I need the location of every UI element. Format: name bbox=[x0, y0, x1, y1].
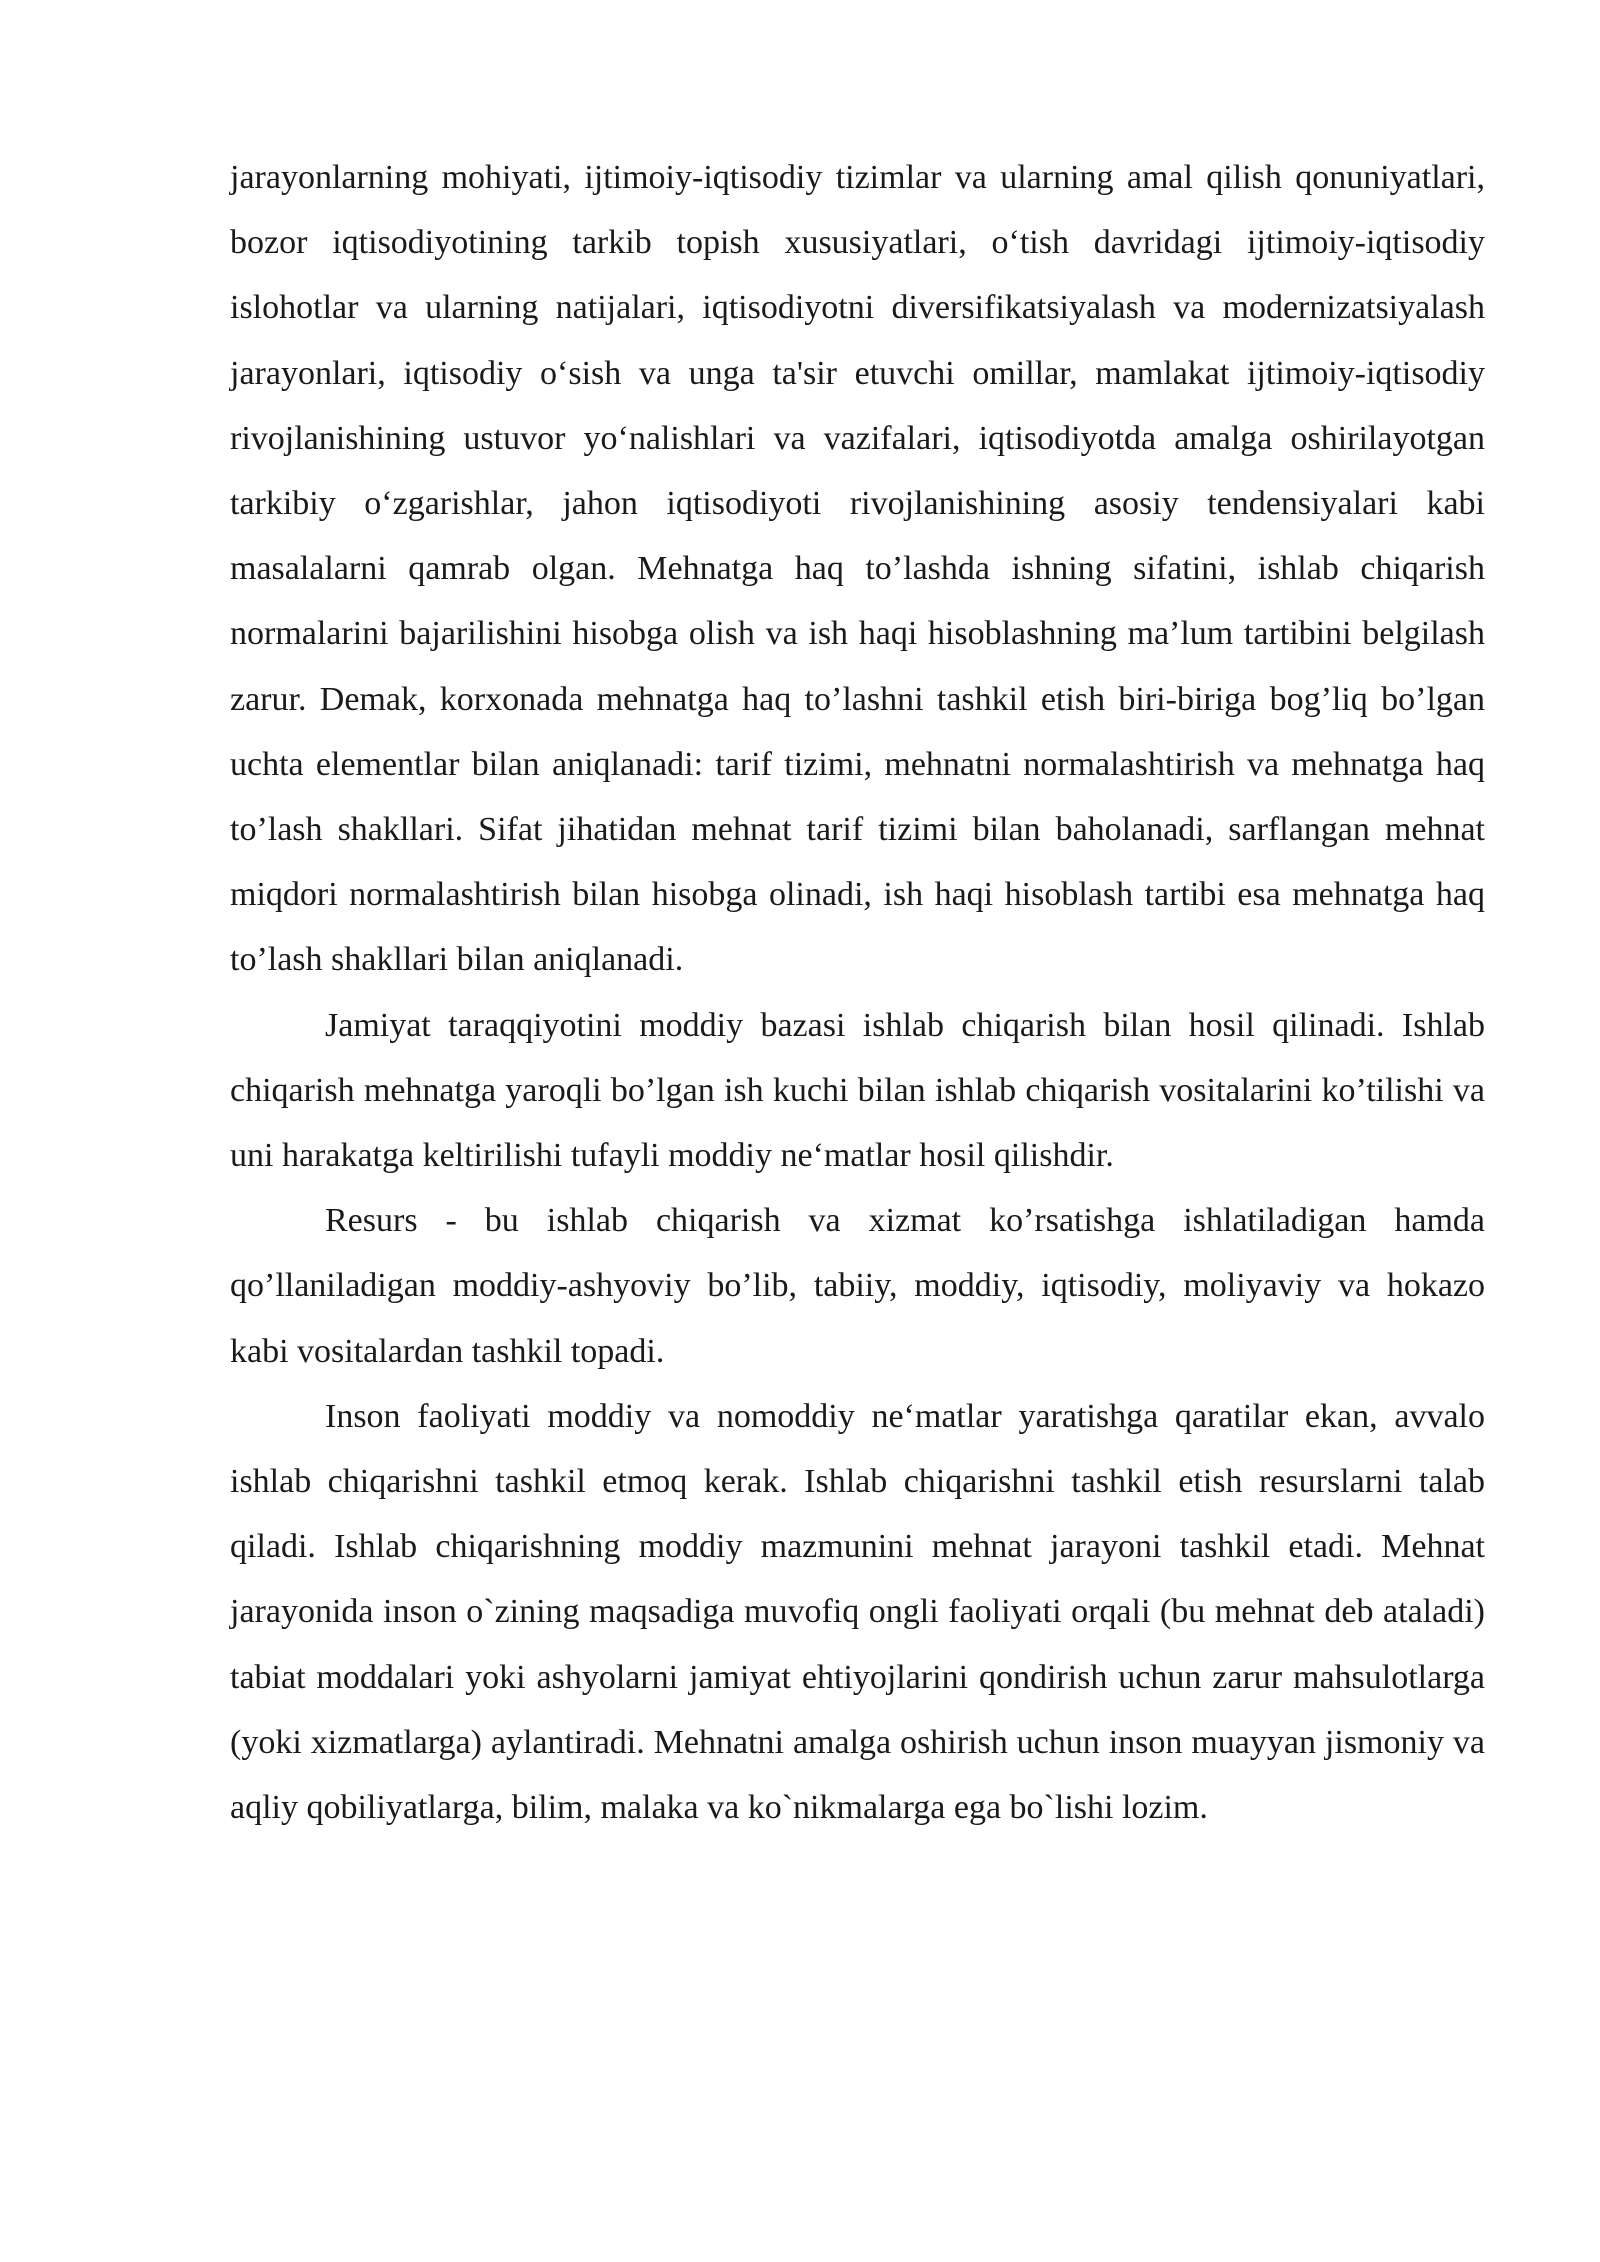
paragraph-3: Resurs - bu ishlab chiqarish va xizmat ko’rsatishga ishlatiladigan hamda qo’llaniladigan moddiy-ashyoviy bo’lib, tabiiy, moddiy, iqtisodiy, moliyaviy va hokazo kabi vositalardan tashkil topadi. bbox=[230, 1202, 1485, 1370]
paragraph-1: jarayonlarning mohiyati, ijtimoiy-iqtisodiy tizimlar va ularning amal qilish qonuniyatlari, bozor iqtisodiyotining tarkib topish xususiyatlari, o‘tish davridagi ijtimoiy-iqtisodiy islohotlar va ularning natijalari, iqtisodiyotni diversifikatsiyalash va modernizatsiyalash jarayonlari, iqtisodiy o‘sish va unga ta'sir etuvchi omillar, mamlakat ijtimoiy-iqtisodiy rivojlanishining ustuvor yo‘nalishlari va vazifalari, iqtisodiyotda amalga oshirilayotgan tarkibiy o‘zgarishlar, jahon iqtisodiyoti rivojlanishining asosiy tendensiyalari kabi masalalarni qamrab olgan. Mehnatga haq to’lashda ishning sifatini, ishlab chiqarish normalarini bajarilishini hisobga olish va ish haqi hisoblashning ma’lum tartibini belgilash zarur. Demak, korxonada mehnatga haq to’lashni tashkil etish biri-biriga bog’liq bo’lgan uchta elementlar bilan aniqlanadi: tarif tizimi, mehnatni normalashtirish va mehnatga haq to’lash shakllari. Sifat jihatidan mehnat tarif tizimi bilan baholanadi, sarflangan mehnat miqdori normalashtirish bilan hisobga olinadi, ish haqi hisoblash tartibi esa mehnatga haq to’lash shakllari bilan aniqlanadi. bbox=[230, 159, 1485, 979]
paragraph-4: Inson faoliyati moddiy va nomoddiy ne‘matlar yaratishga qaratilar ekan, avvalo ishlab chiqarishni tashkil etmoq kerak. Ishlab chiqarishni tashkil etish resurslarni talab qiladi. Ishlab chiqarishning moddiy mazmunini mehnat jarayoni tashkil etadi. Mehnat jarayonida inson o`zining maqsadiga muvofiq ongli faoliyati orqali (bu mehnat deb ataladi) tabiat moddalari yoki ashyolarni jamiyat ehtiyojlarini qondirish uchun zarur mahsulotlarga (yoki xizmatlarga) aylantiradi. Mehnatni amalga oshirish uchun inson muayyan jismoniy va aqliy qobiliyatlarga, bilim, malaka va ko`nikmalarga ega bo`lishi lozim. bbox=[230, 1397, 1485, 1827]
document-body bbox=[230, 145, 1485, 1840]
paragraph-2: Jamiyat taraqqiyotini moddiy bazasi ishlab chiqarish bilan hosil qilinadi. Ishlab chiqarish mehnatga yaroqli bo’lgan ish kuchi bilan ishlab chiqarish vositalarini ko’tilishi va uni harakatga keltirilishi tufayli moddiy ne‘matlar hosil qilishdir. bbox=[230, 1006, 1485, 1175]
